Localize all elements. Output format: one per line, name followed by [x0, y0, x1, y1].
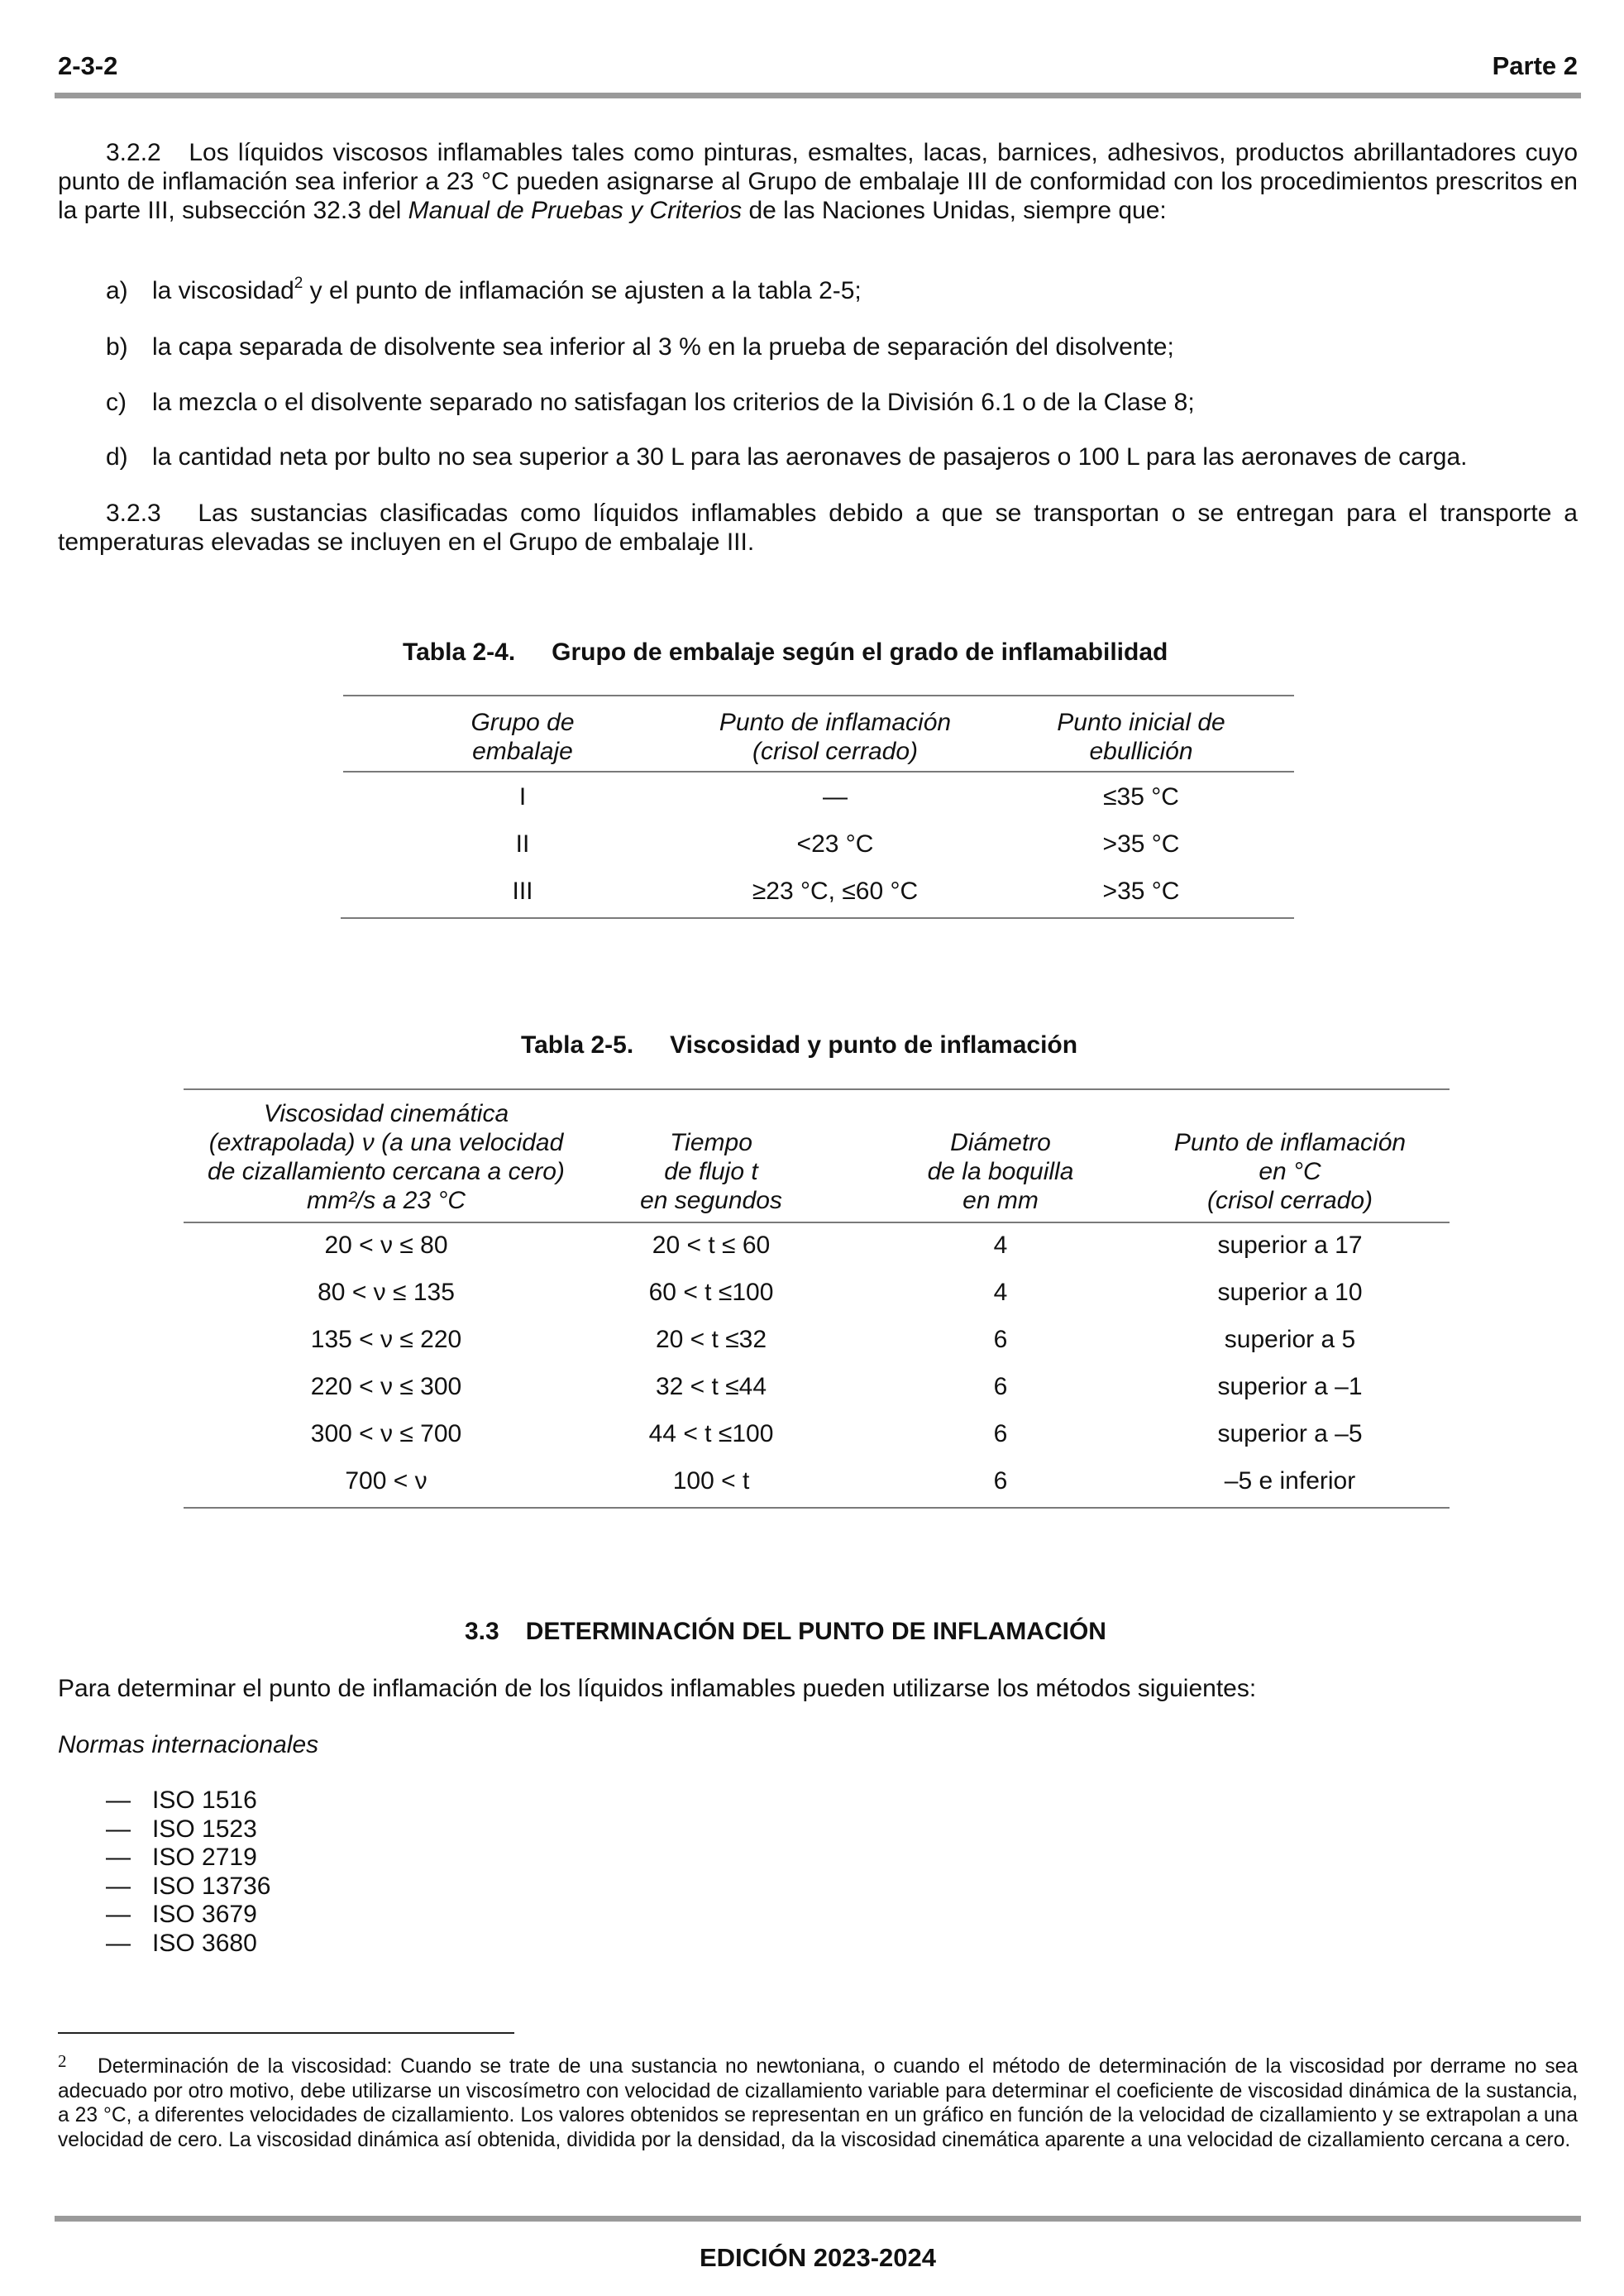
condition-a: a) la viscosidad$^2$ y el punto de inflamación se ajusten a la tabla 2-5; — [106, 275, 862, 304]
table-cell: superior a 17 — [1217, 1232, 1363, 1259]
table-cell: 20 < ν ≤ 80 — [324, 1232, 448, 1259]
t25-header-nozzle-diameter: Diámetro de la boquilla en mm — [927, 1129, 1074, 1214]
footnote-text: Determinación de la viscosidad: Cuando se trate de una sustancia no newtoniana, o cuando el método de determinación de la viscosidad por derrame no sea adecuado por otro motivo, debe utilizarse un viscosímetro con velocidad de cizallamiento variable para determinar el coeficiente de viscosidad dinámica de la sustancia, a 23 °C, a diferentes velocidades de cizallamiento. Los valores obtenidos se representan en un gráfico en función de la velocidad de cizallamiento y se extrapolan a una velocidad de cero. La viscosidad dinámica así obtenida, dividida por la densidad, da la viscosidad cinemática aparente a una velocidad de cizallamiento cercana a cero. — [58, 2055, 1578, 2151]
table-2-5-caption: Tabla 2-5. Viscosidad y punto de inflamación — [521, 1031, 1078, 1059]
table-cell: 135 < ν ≤ 220 — [310, 1326, 462, 1353]
table-cell: ≤35 °C — [1103, 783, 1179, 811]
t24-header-flash-point: Punto de inflamación (crisol cerrado) — [719, 709, 952, 765]
table-cell: 6 — [993, 1420, 1008, 1447]
table-cell: III — [512, 878, 533, 905]
part-label: Parte 2 — [1492, 51, 1578, 80]
table-cell: >35 °C — [1102, 830, 1180, 858]
table-cell: 4 — [993, 1232, 1008, 1259]
footer-rule — [55, 2216, 1581, 2222]
table-cell: I — [518, 783, 527, 811]
paragraph-number: 3.2.3 — [106, 500, 161, 527]
table-rule-bottom — [341, 917, 1294, 919]
list-item: — ISO 1516 — [106, 1787, 257, 1814]
table-rule-bottom — [184, 1507, 1450, 1509]
section-intro: Para determinar el punto de inflamación de los líquidos inflamables pueden utilizarse los métodos siguientes: — [58, 1675, 1257, 1702]
table-cell: <23 °C — [796, 830, 874, 858]
section-3-3-heading: 3.3 DETERMINACIÓN DEL PUNTO DE INFLAMACIÓN — [465, 1618, 1106, 1645]
t25-header-viscosity: Viscosidad cinemática (extrapolada) ν (a una velocidad de cizallamiento cercana a cero) mm²/s a 23 °C — [208, 1100, 565, 1214]
paragraph-text: Los líquidos viscosos inflamables tales como pinturas, esmaltes, lacas, barnices, adhesivos, productos abrillantadores cuyo punto de inflamación sea inferior a 23 °C pueden asignarse al Grupo de embalaje III de conformidad con los procedimientos prescritos en la parte III, subsección 32.3 del — [58, 139, 1578, 224]
table-cell: ≥23 °C, ≤60 °C — [752, 878, 919, 905]
paragraph-3-2-2 — [58, 138, 1578, 225]
table-cell: 44 < t ≤100 — [648, 1420, 774, 1447]
table-cell: 6 — [993, 1373, 1008, 1400]
paragraph-text: Las sustancias clasificadas como líquidos inflamables debido a que se transportan o se entregan para el transporte a temperaturas elevadas se incluyen en el Grupo de embalaje III. — [58, 500, 1578, 556]
table-2-4-caption: Tabla 2-4. Grupo de embalaje según el grado de inflamabilidad — [403, 639, 1168, 666]
list-item: — ISO 2719 — [106, 1844, 257, 1871]
table-cell: — — [823, 783, 848, 811]
paragraph-3-2-3 — [58, 499, 1578, 557]
table-cell: superior a 10 — [1217, 1279, 1363, 1306]
table-cell: >35 °C — [1102, 878, 1180, 905]
manual-title: Manual de Pruebas y Criterios — [408, 197, 743, 224]
list-item: — ISO 13736 — [106, 1872, 271, 1900]
table-cell: 6 — [993, 1467, 1008, 1495]
table-rule-header — [184, 1222, 1450, 1223]
condition-b: b) la capa separada de disolvente sea inferior al 3 % en la prueba de separación del disolvente; — [106, 333, 1174, 361]
page-number: 2-3-2 — [58, 51, 118, 80]
table-cell: 20 < t ≤ 60 — [652, 1232, 771, 1259]
list-item: — ISO 3680 — [106, 1929, 257, 1957]
table-cell: superior a –1 — [1217, 1373, 1363, 1400]
table-cell: superior a 5 — [1224, 1326, 1356, 1353]
table-cell: 300 < ν ≤ 700 — [310, 1420, 462, 1447]
table-cell: 100 < t — [672, 1467, 750, 1495]
t24-header-packing-group: Grupo de embalaje — [470, 709, 575, 765]
t24-header-boiling-point: Punto inicial de ebullición — [1057, 709, 1225, 765]
table-rule-top — [184, 1088, 1450, 1090]
condition-c: c) la mezcla o el disolvente separado no satisfagan los criterios de la División 6.1 o de la Clase 8; — [106, 389, 1195, 416]
table-cell: 220 < ν ≤ 300 — [310, 1373, 462, 1400]
document-page — [58, 0, 1578, 2296]
condition-d: d) la cantidad neta por bulto no sea superior a 30 L para las aeronaves de pasajeros o 100 L para las aeronaves de carga. — [106, 443, 1468, 471]
table-cell: 4 — [993, 1279, 1008, 1306]
table-rule-top — [343, 695, 1294, 696]
table-cell: –5 e inferior — [1224, 1467, 1356, 1495]
table-cell: 80 < ν ≤ 135 — [318, 1279, 455, 1306]
table-cell: 60 < t ≤100 — [648, 1279, 774, 1306]
edition-footer: EDICIÓN 2023-2024 — [699, 2243, 937, 2272]
table-cell: II — [515, 830, 530, 858]
t25-header-flow-time: Tiempo de flujo t en segundos — [640, 1129, 782, 1214]
footnote-ref[interactable]: 2 — [294, 275, 303, 292]
standards-subheading: Normas internacionales — [58, 1731, 319, 1758]
t25-header-flash-point: Punto de inflamación en °C (crisol cerrado) — [1173, 1129, 1407, 1214]
header-rule — [55, 93, 1581, 98]
footnote-separator — [58, 2032, 514, 2034]
footnote-number: 2 — [58, 2051, 67, 2071]
table-rule-header — [343, 771, 1294, 773]
table-cell: 20 < t ≤32 — [655, 1326, 767, 1353]
list-item: — ISO 1523 — [106, 1815, 257, 1843]
table-cell: 6 — [993, 1326, 1008, 1353]
table-cell: 32 < t ≤44 — [655, 1373, 767, 1400]
table-cell: superior a –5 — [1217, 1420, 1363, 1447]
paragraph-number: 3.2.2 — [106, 139, 161, 166]
list-item: — ISO 3679 — [106, 1901, 257, 1928]
table-cell: 700 < ν — [345, 1467, 427, 1495]
paragraph-text-end: de las Naciones Unidas, siempre que: — [742, 197, 1167, 224]
